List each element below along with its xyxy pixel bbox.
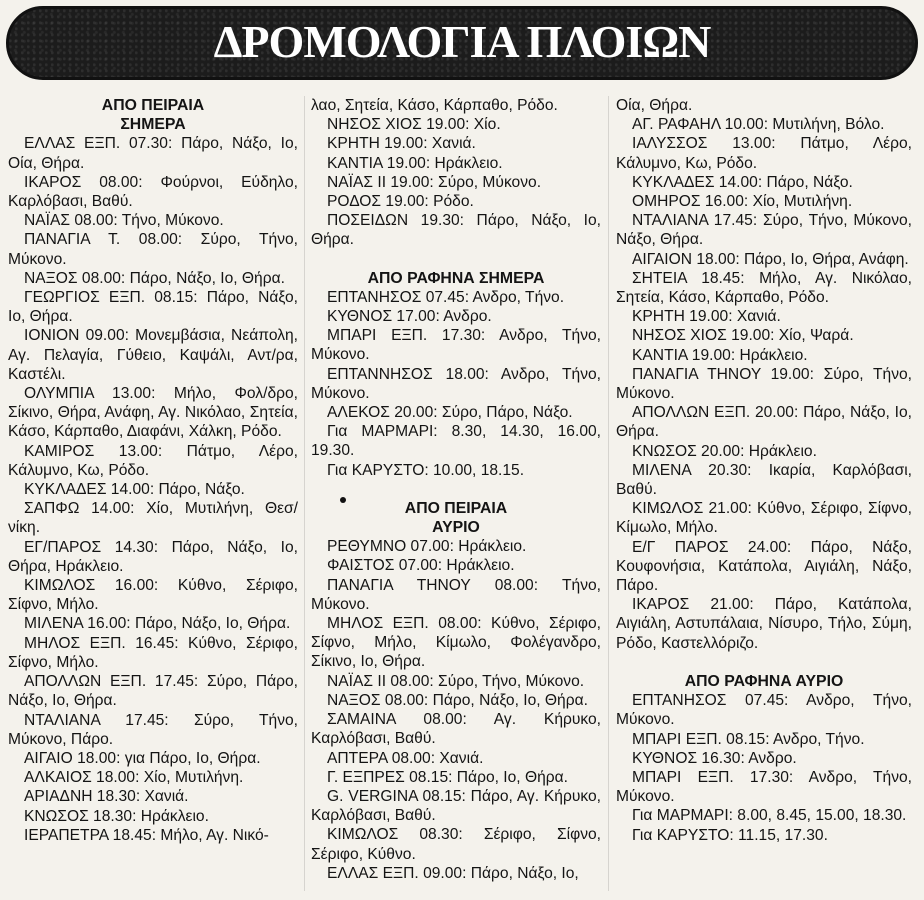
schedule-entry: ΚΡΗΤΗ 19.00: Χανιά.: [632, 308, 781, 326]
schedule-entry: ΣΗΤΕΙΑ 18.45: Μήλο, Αγ. Νικόλαο, Σητεία, Κάσο, Κάρπαθο, Ρόδο.: [616, 269, 912, 307]
schedule-entry: ΙΟΝΙΟΝ 09.00: Μονεμβάσια, Νεάπολη, Αγ. Πελαγία, Γύθειο, Καψάλι, Αντ/ρα, Καστέλι.: [8, 327, 298, 383]
schedule-entry: ΜΗΛΟΣ ΕΞΠ. 08.00: Κύθνο, Σέριφο, Σίφνο, Μήλο, Κίμωλο, Φολέγανδρο, Σίκινο, Ιο, Θήρα.: [311, 615, 601, 671]
schedule-entry-continued: λαο, Σητεία, Κάσο, Κάρπαθο, Ρόδο.: [311, 97, 558, 114]
column-divider: [304, 96, 305, 891]
column-divider: [608, 96, 609, 891]
schedule-entry: ΕΠΤΑΝΗΣΟΣ 07.45: Ανδρο, Τήνο, Μύκονο.: [616, 692, 912, 729]
schedule-entry: ΝΑΪΑΣ 08.00: Τήνο, Μύκονο.: [24, 212, 224, 230]
schedule-entry: ΚΝΩΣΟΣ 20.00: Ηράκλειο.: [632, 442, 817, 460]
page-title: ΔΡΟΜΟΛΟΓΙΑ ΠΛΟΙΩΝ: [213, 16, 711, 67]
schedule-entry: Ε/Γ ΠΑΡΟΣ 24.00: Πάρο, Νάξο, Κουφονήσια, Κατάπολα, Αιγιάλη, Νάξο, Πάρο.: [616, 538, 912, 595]
section-heading-rafina-today: ΑΠΟ ΡΑΦΗΝΑ ΣΗΜΕΡΑ: [367, 269, 545, 287]
schedule-entry: ΑΛΚΑΙΟΣ 18.00: Χίο, Μυτιλήνη.: [24, 769, 244, 787]
schedule-entry: ΕΓ/ΠΑΡΟΣ 14.30: Πάρο, Νάξο, Ιο, Θήρα, Ηράκλειο.: [8, 538, 298, 575]
schedule-entry: ΑΠΤΕΡΑ 08.00: Χανιά.: [327, 749, 484, 767]
schedule-entry: ΚΙΜΩΛΟΣ 16.00: Κύθνο, Σέριφο, Σίφνο, Μήλο.: [8, 577, 298, 614]
schedule-entry: ΟΜΗΡΟΣ 16.00: Χίο, Μυτιλήνη.: [632, 193, 853, 211]
schedule-entry: ΜΙΛΕΝΑ 16.00: Πάρο, Νάξο, Ιο, Θήρα.: [24, 615, 291, 633]
schedule-entry: ΙΚΑΡΟΣ 21.00: Πάρο, Κατάπολα, Αιγιάλη, Αστυπάλαια, Νίσυρο, Τήλο, Σύμη, Ρόδο, Καστελλόριζο.: [616, 596, 912, 652]
schedule-entry: Για ΜΑΡΜΑΡΙ: 8.30, 14.30, 16.00, 19.30.: [311, 423, 601, 460]
schedule-entry: ΙΑΛΥΣΣΟΣ 13.00: Πάτμο, Λέρο, Κάλυμνο, Κω, Ρόδο.: [616, 135, 912, 172]
schedule-entry: ΑΠΟΛΛΩΝ ΕΞΠ. 20.00: Πάρο, Νάξο, Ιο, Θήρα.: [616, 404, 912, 441]
schedule-entry: ΝΗΣΟΣ ΧΙΟΣ 19.00: Χίο, Ψαρά.: [632, 327, 854, 345]
schedule-entry: ΙΚΑΡΟΣ 08.00: Φούρνοι, Εύδηλο, Καρλόβασι, Βαθύ.: [8, 173, 298, 211]
schedule-entry: ΕΛΛΑΣ ΕΞΠ. 09.00: Πάρο, Νάξο, Ιο,: [327, 864, 579, 882]
bullet-dot: [340, 497, 346, 503]
schedule-entry: Γ. ΕΞΠΡΕΣ 08.15: Πάρο, Ιο, Θήρα.: [327, 768, 568, 786]
schedule-entry: Για ΜΑΡΜΑΡΙ: 8.00, 8.45, 15.00, 18.30.: [632, 807, 907, 825]
schedule-entry: Για ΚΑΡΥΣΤΟ: 11.15, 17.30.: [632, 826, 828, 844]
section-heading-piraeus-tomorrow: ΑΠΟ ΠΕΙΡΑΙΑ: [404, 499, 508, 517]
schedule-entry: ΡΟΔΟΣ 19.00: Ρόδο.: [327, 193, 474, 211]
schedule-entry: ΚΥΚΛΑΔΕΣ 14.00: Πάρο, Νάξο.: [632, 173, 853, 191]
section-heading-rafina-tomorrow: ΑΠΟ ΡΑΦΗΝΑ ΑΥΡΙΟ: [684, 672, 844, 690]
schedule-entry: ΕΛΛΑΣ ΕΞΠ. 07.30: Πάρο, Νάξο, Ιο, Οία, Θήρα.: [8, 135, 298, 172]
schedule-entry: ΓΕΩΡΓΙΟΣ ΕΞΠ. 08.15: Πάρο, Νάξο, Ιο, Θήρα.: [8, 289, 298, 326]
schedule-entry: ΠΟΣΕΙΔΩΝ 19.30: Πάρο, Νάξο, Ιο, Θήρα.: [311, 212, 601, 249]
schedule-entry: Για ΚΑΡΥΣΤΟ: 10.00, 18.15.: [327, 461, 525, 479]
schedule-entry: ΙΕΡΑΠΕΤΡΑ 18.45: Μήλο, Αγ. Νικό-: [24, 826, 269, 844]
schedule-entry: ΑΙΓΑΙΟ 18.00: για Πάρο, Ιο, Θήρα.: [24, 749, 261, 767]
schedule-entry: ΜΙΛΕΝΑ 20.30: Ικαρία, Καρλόβασι, Βαθύ.: [616, 461, 912, 499]
schedule-entry: ΑΓ. ΡΑΦΑΗΛ 10.00: Μυτιλήνη, Βόλο.: [632, 116, 885, 134]
schedule-entry: ΠΑΝΑΓΙΑ Τ. 08.00: Σύρο, Τήνο, Μύκονο.: [8, 231, 298, 268]
schedule-entry: ΝΑΪΑΣ ΙΙ 19.00: Σύρο, Μύκονο.: [327, 173, 542, 191]
column-1: [8, 96, 298, 845]
schedule-entry: ΝΑΞΟΣ 08.00: Πάρο, Νάξο, Ιο, Θήρα.: [24, 269, 285, 287]
schedule-entry: ΚΑΝΤΙΑ 19.00: Ηράκλειο.: [632, 346, 808, 364]
schedule-entry: ΟΛΥΜΠΙΑ 13.00: Μήλο, Φολ/δρο, Σίκινο, Θήρα, Ανάφη, Αγ. Νικόλαο, Σητεία, Κάσο, Κάρπαθο, Διαφάνι, Χάλκη, Ρόδο.: [8, 385, 298, 441]
schedule-entry: ΣΑΜΑΙΝΑ 08.00: Αγ. Κήρυκο, Καρλόβασι, Βαθύ.: [311, 711, 601, 748]
schedule-entry: ΜΠΑΡΙ ΕΞΠ. 08.15: Ανδρο, Τήνο.: [632, 730, 865, 748]
schedule-entry: ΦΑΙΣΤΟΣ 07.00: Ηράκλειο.: [327, 557, 515, 575]
section-subheading-tomorrow: ΑΥΡΙΟ: [432, 519, 480, 537]
schedule-entry: ΜΠΑΡΙ ΕΞΠ. 17.30: Ανδρο, Τήνο, Μύκονο.: [616, 768, 912, 806]
schedule-entry: ΚΝΩΣΟΣ 18.30: Ηράκλειο.: [24, 807, 209, 825]
schedule-entry: ΚΥΘΝΟΣ 16.30: Ανδρο.: [632, 749, 797, 767]
schedule-entry: ΜΗΛΟΣ ΕΞΠ. 16.45: Κύθνο, Σέριφο, Σίφνο, Μήλο.: [8, 634, 298, 671]
schedule-entry: ΝΑΞΟΣ 08.00: Πάρο, Νάξο, Ιο, Θήρα.: [327, 691, 588, 709]
schedule-entry: ΑΡΙΑΔΝΗ 18.30: Χανιά.: [24, 788, 189, 806]
schedule-entry: ΝΑΪΑΣ ΙΙ 08.00: Σύρο, Τήνο, Μύκονο.: [327, 672, 585, 690]
title-banner: [6, 6, 918, 80]
schedule-entry: ΠΑΝΑΓΙΑ ΤΗΝΟΥ 08.00: Τήνο, Μύκονο.: [311, 576, 601, 613]
schedule-entry: ΡΕΘΥΜΝΟ 07.00: Ηράκλειο.: [327, 538, 527, 556]
schedule-entry: ΚΡΗΤΗ 19.00: Χανιά.: [327, 135, 476, 153]
schedule-entry: ΕΠΤΑΝΗΣΟΣ 07.45: Ανδρο, Τήνο.: [327, 288, 565, 306]
schedule-entry: ΚΥΚΛΑΔΕΣ 14.00: Πάρο, Νάξο.: [24, 481, 245, 499]
schedule-entry: ΚΑΜΙΡΟΣ 13.00: Πάτμο, Λέρο, Κάλυμνο, Κω, Ρόδο.: [8, 442, 298, 479]
schedule-entry: ΑΙΓΑΙΟΝ 18.00: Πάρο, Ιο, Θήρα, Ανάφη.: [632, 250, 909, 268]
schedule-entry: ΝΤΑΛΙΑΝΑ 17.45: Σύρο, Τήνο, Μύκονο, Πάρο.: [8, 711, 298, 748]
schedule-entry: ΣΑΠΦΩ 14.00: Χίο, Μυτιλήνη, Θεσ/νίκη.: [8, 500, 298, 537]
schedule-entry: ΑΛΕΚΟΣ 20.00: Σύρο, Πάρο, Νάξο.: [327, 404, 573, 422]
schedule-entry: ΚΑΝΤΙΑ 19.00: Ηράκλειο.: [327, 154, 503, 172]
schedule-entry: ΠΑΝΑΓΙΑ ΤΗΝΟΥ 19.00: Σύρο, Τήνο, Μύκονο.: [616, 365, 912, 403]
schedule-entry: ΝΤΑΛΙΑΝΑ 17.45: Σύρο, Τήνο, Μύκονο, Νάξο, Θήρα.: [616, 212, 912, 249]
schedule-entry: ΜΠΑΡΙ ΕΞΠ. 17.30: Ανδρο, Τήνο, Μύκονο.: [311, 327, 601, 364]
schedule-entry: ΑΠΟΛΛΩΝ ΕΞΠ. 17.45: Σύρο, Πάρο, Νάξο, Ιο, Θήρα.: [8, 673, 298, 710]
schedule-entry: G. VERGINA 08.15: Πάρο, Αγ. Κήρυκο, Καρλόβασι, Βαθύ.: [311, 787, 601, 825]
schedule-entry: ΝΗΣΟΣ ΧΙΟΣ 19.00: Χίο.: [327, 116, 501, 134]
schedule-entry-continued: Οία, Θήρα.: [616, 97, 693, 114]
schedule-entry: ΚΙΜΩΛΟΣ 21.00: Κύθνο, Σέριφο, Σίφνο, Κίμωλο, Μήλο.: [616, 500, 912, 537]
schedule-entry: ΚΥΘΝΟΣ 17.00: Ανδρο.: [327, 308, 492, 326]
schedule-entry: ΚΙΜΩΛΟΣ 08.30: Σέριφο, Σίφνο, Σέριφο, Κύθνο.: [311, 826, 601, 863]
schedule-entry: ΕΠΤΑΝΝΗΣΟΣ 18.00: Ανδρο, Τήνο, Μύκονο.: [311, 365, 601, 402]
column-3: [616, 96, 912, 845]
section-subheading-today: ΣΗΜΕΡΑ: [120, 116, 186, 134]
column-2: [311, 96, 601, 883]
section-heading-piraeus-today: ΑΠΟ ΠΕΙΡΑΙΑ: [101, 97, 205, 114]
